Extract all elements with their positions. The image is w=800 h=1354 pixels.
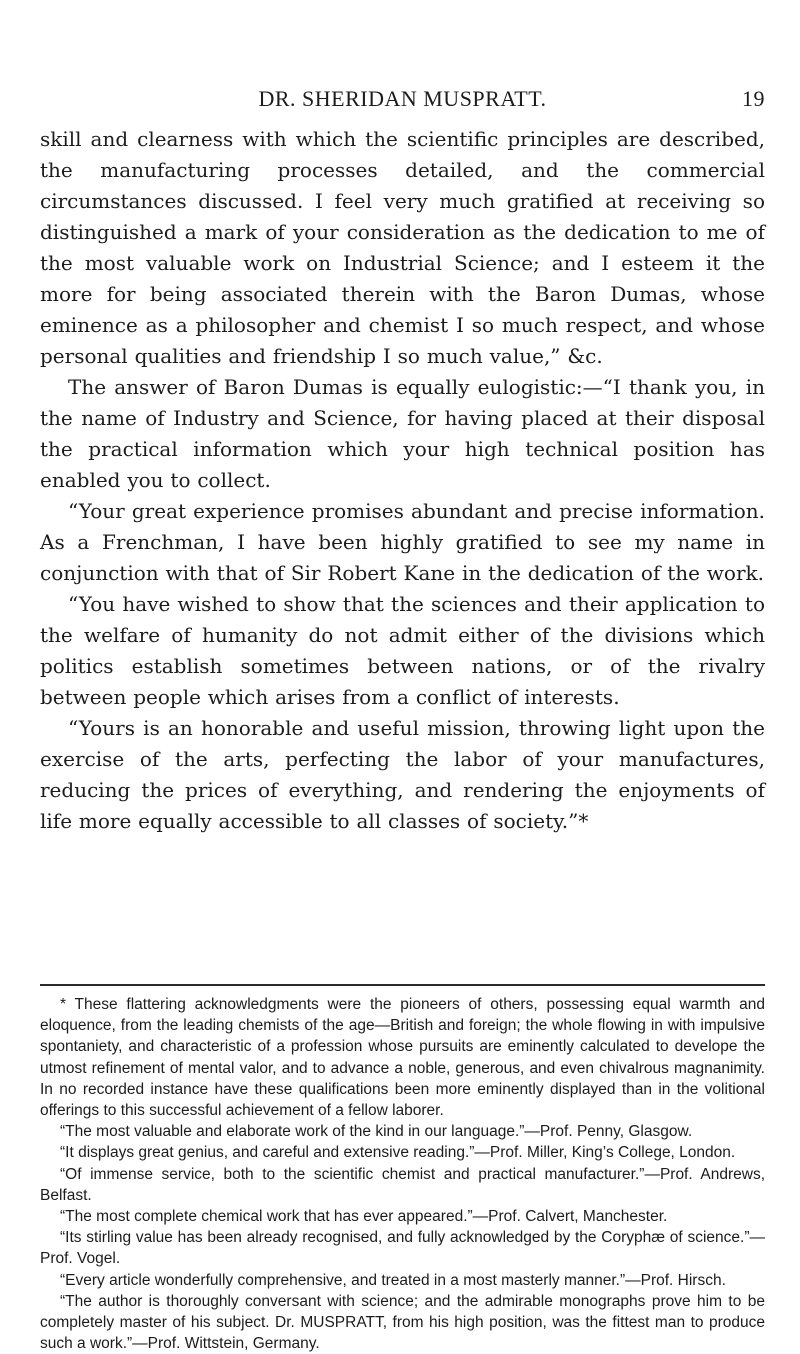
footnote-quote: “It displays great genius, and careful and extensive reading.”—Prof. Miller, King’s College, London. [60,1144,736,1162]
page-header [40,86,765,110]
body-paragraph: skill and clearness with which the scientific principles are described, the manufacturing processes detailed, and the commercial circumstances discussed. I feel very much gratified at receiving so distinguished a mark of your consideration as the dedication to me of the most valuable work on Industrial Science; and I esteem it the more for being associated therein with the Baron Dumas, whose eminence as a philosopher and chemist I so much respect, and whose personal qualities and friendship I so much value,” &c. [40,127,765,368]
body-paragraph: “Your great experience promises abundant and precise information. As a Frenchman, I have been highly gratified to see my name in conjunction with that of Sir Robert Kane in the dedication of the work. [40,499,765,585]
body-paragraph: “Yours is an honorable and useful mission, throwing light upon the exercise of the arts, perfecting the labor of your manufactures, reducing the prices of everything, and rendering the enjoyments of life more equally accessible to all classes of society.”* [40,716,765,833]
footnote-paragraph: * These flattering acknowledgments were the pioneers of others, possessing equal warmth and eloquence, from the leading chemists of the age—British and foreign; the whole flowing in with impulsive spontaniety, and characteristic of a profession whose pursuits are eminently calculated to develope the utmost refinement of mental valor, and to advance a noble, generous, and even chivalrous magnanimity. In no recorded instance have these qualifications been more eminently displayed than in the volitional offerings to this successful achievement of a fellow laborer. [40,996,765,1120]
footnote-quote: “The author is thoroughly conversant with science; and the admirable monographs prove him to be completely master of his subject. Dr. MUSPRATT, from his high position, was the fittest man to produce such a work.”—Prof. Wittstein, Germany. [40,1292,765,1353]
footnote-quote: “Of immense service, both to the scientific chemist and practical manufacturer.”—Prof. Andrews, Belfast. [40,1165,765,1204]
footnote-quote: “Its stirling value has been already recognised, and fully acknowledged by the Coryphæ of science.”—Prof. Vogel. [40,1229,765,1268]
footnote-quote: “Every article wonderfully comprehensive, and treated in a most masterly manner.”—Prof. Hirsch. [60,1271,726,1289]
footnote-divider [40,984,765,986]
running-title: DR. SHERIDAN MUSPRATT. [258,86,547,111]
footnote-quote: “The most valuable and elaborate work of the kind in our language.”—Prof. Penny, Glasgow. [60,1123,693,1141]
body-paragraph: “You have wished to show that the sciences and their application to the welfare of humanity do not admit either of the divisions which politics establish sometimes between nations, or of the rivalry between people which arises from a conflict of interests. [40,592,765,709]
footnotes [40,994,765,1354]
footnote-quote: “The most complete chemical work that has ever appeared.”—Prof. Calvert, Manchester. [60,1208,668,1226]
page-number: 19 [742,86,765,111]
body-paragraph: The answer of Baron Dumas is equally eulogistic:—“I thank you, in the name of Industry and Science, for having placed at their disposal the practical information which your high technical position has enabled you to collect. [40,375,765,492]
main-text [40,124,765,837]
